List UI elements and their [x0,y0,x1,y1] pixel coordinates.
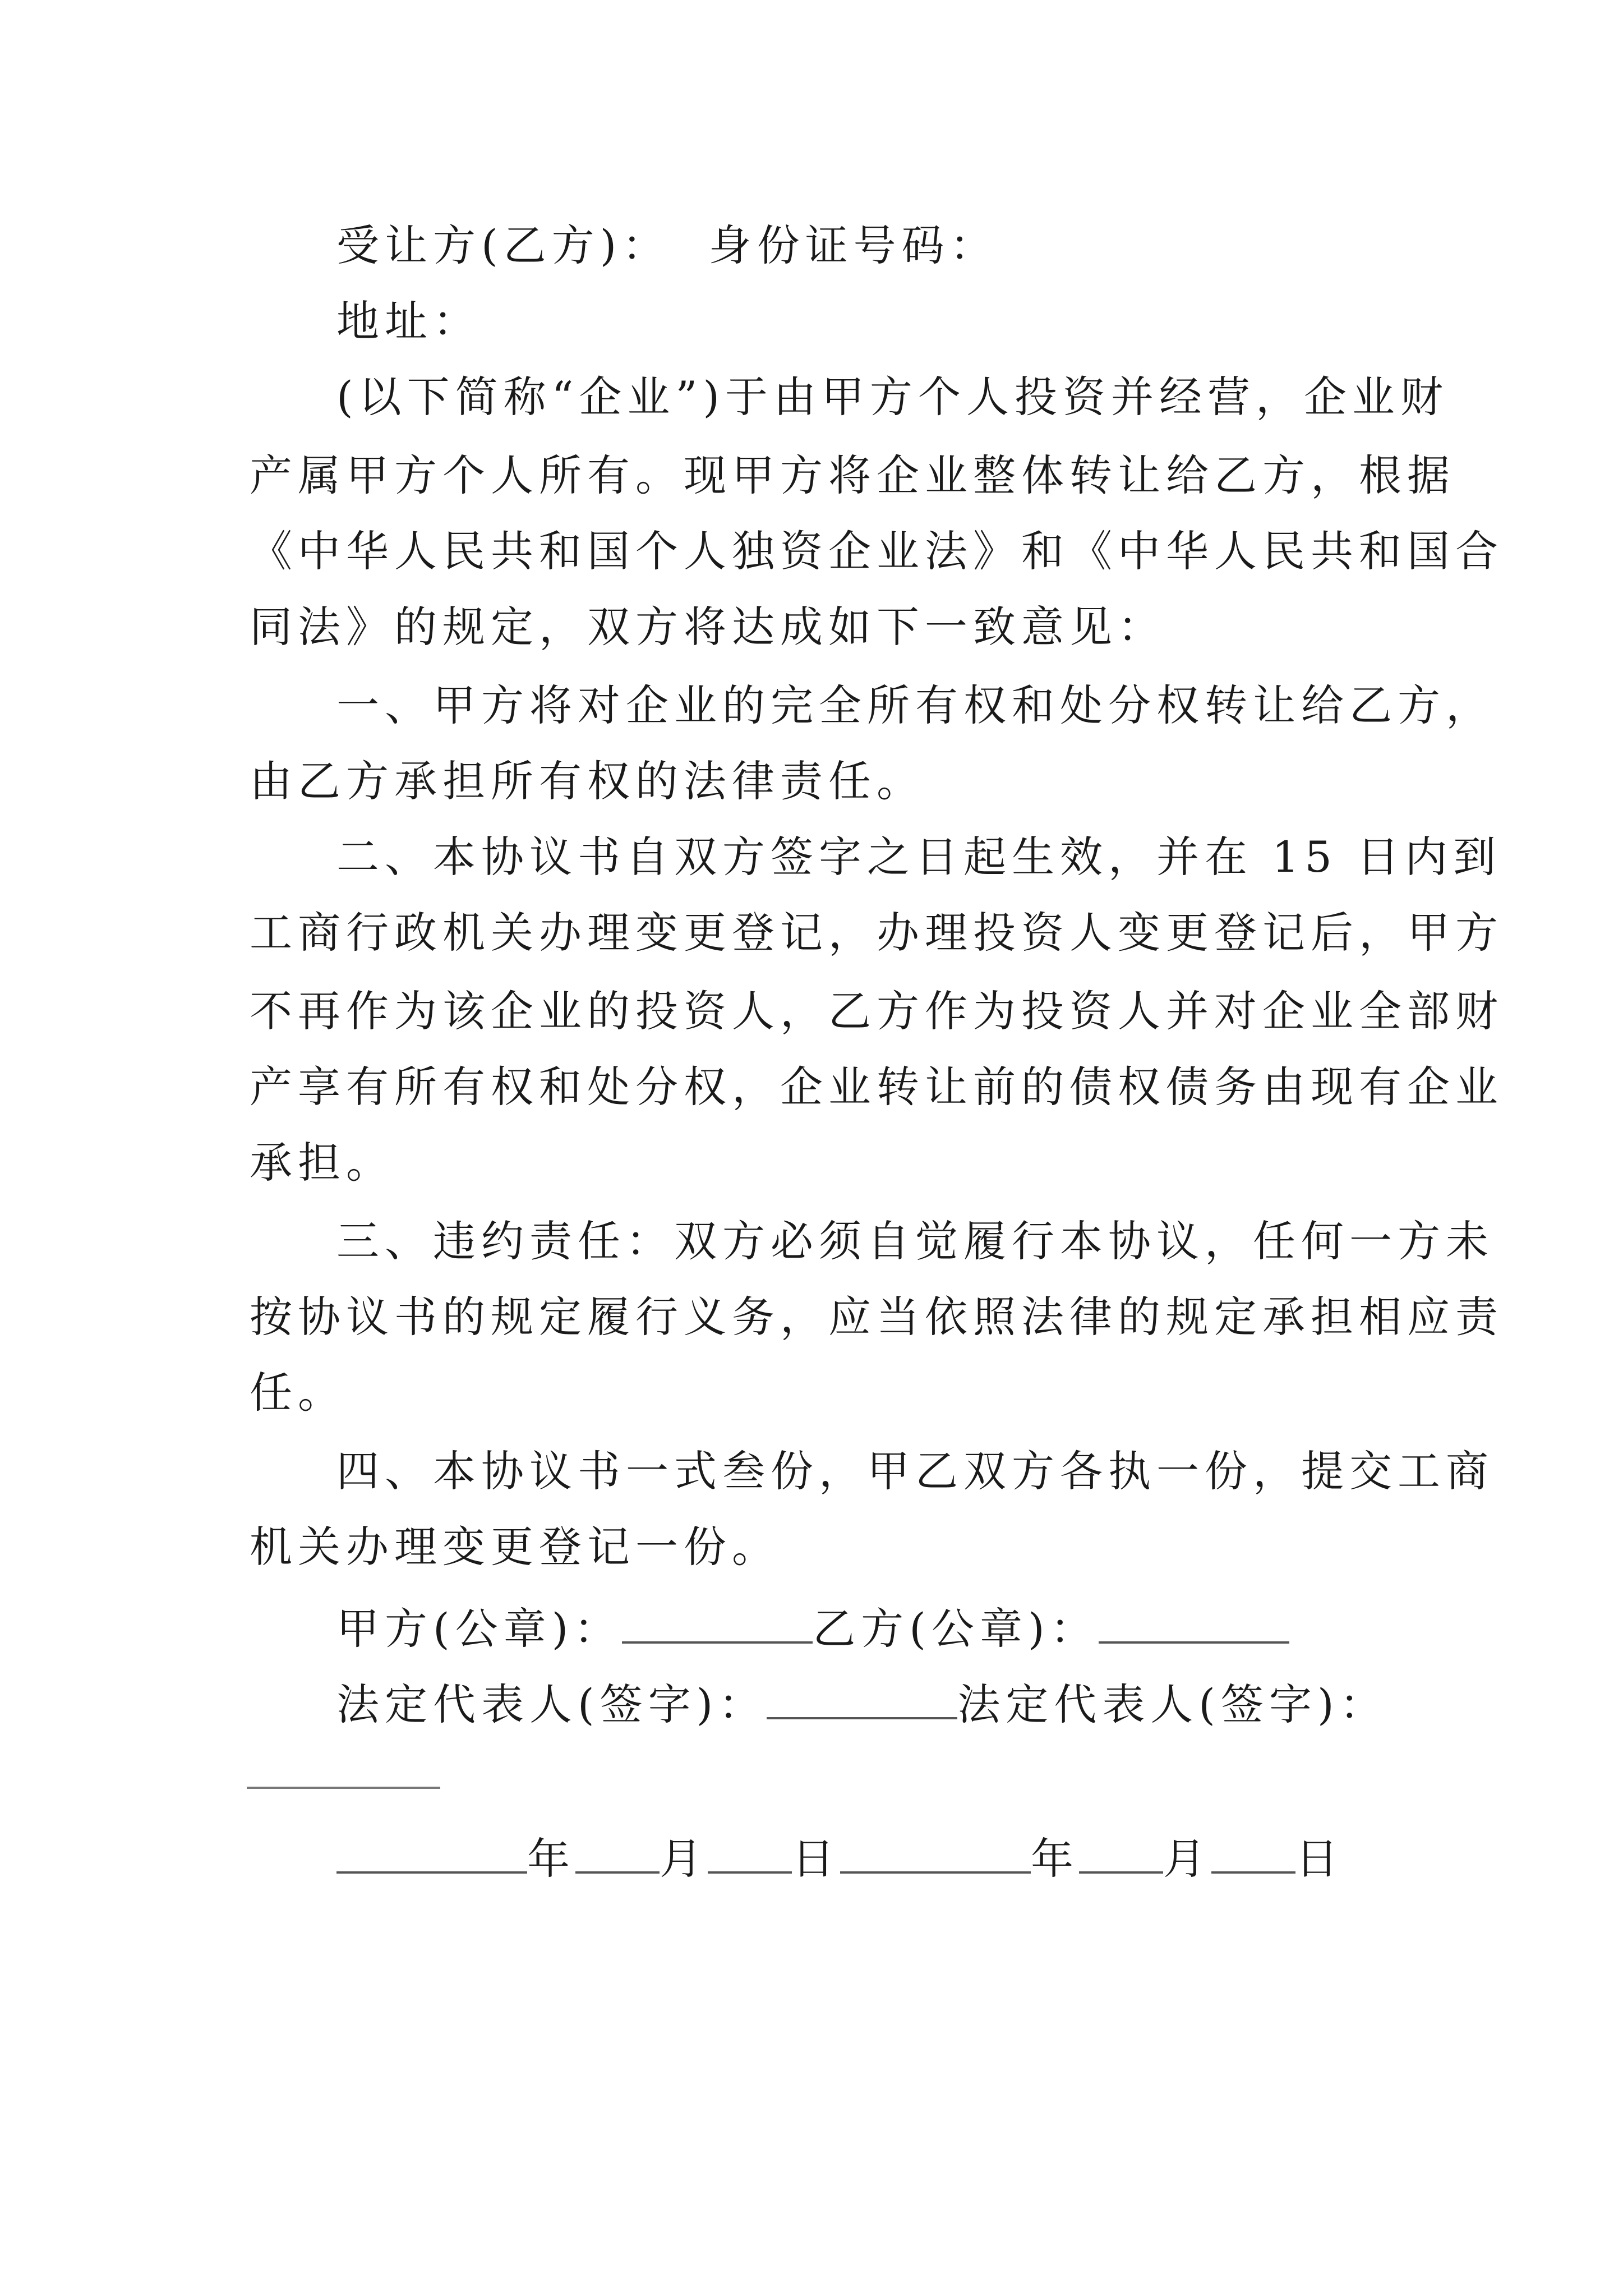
id-number-label: 身份证号码： [708,220,998,270]
clause-2-line-1: 二、本协议书自双方签字之日起生效，并在 15 日内到 [336,832,1502,882]
clause-4-line-1: 四、本协议书一式叁份，甲乙双方各执一份，提交工商 [336,1446,1494,1496]
address-label: 地址： [336,296,481,346]
date-a-year-blank[interactable] [336,1834,527,1874]
clause-3-line-2: 按协议书的规定履行义务，应当依照法律的规定承担相应责 [250,1292,1504,1342]
intro-line-3: 《中华人民共和国个人独资企业法》和《中华人民共和国合 [250,526,1504,576]
legal-rep-b-blank[interactable] [247,1787,440,1789]
date-a-month-blank[interactable] [575,1834,660,1874]
intro-line-4: 同法》的规定，双方将达成如下一致意见： [250,602,1166,652]
date-a-day-blank[interactable] [708,1834,792,1874]
date-b-day-label: 日 [1295,1834,1344,1884]
transferee-label: 受让方(乙方)： [336,220,671,270]
date-b-month-label: 月 [1163,1834,1211,1884]
clause-4-line-2: 机关办理变更登记一份。 [250,1522,780,1572]
party-a-seal-label: 甲方(公章)： [336,1604,623,1654]
date-b-month-blank[interactable] [1079,1834,1163,1874]
date-a-month-label: 月 [660,1834,708,1884]
legal-rep-b-label: 法定代表人(签字)： [957,1680,1388,1729]
date-b-day-blank[interactable] [1211,1834,1295,1874]
date-a-day-label: 日 [792,1834,840,1884]
transferee-line [336,220,998,270]
clause-1-line-2: 由乙方承担所有权的法律责任。 [250,756,925,806]
legal-rep-a-label: 法定代表人(签字)： [336,1680,767,1729]
clause-3-line-3: 任。 [250,1368,346,1418]
legal-rep-line [336,1680,1388,1729]
party-b-seal-blank[interactable] [1099,1604,1289,1644]
address-line [336,296,481,346]
clause-2-line-5: 承担。 [250,1138,394,1188]
clause-2-line-4: 产享有所有权和处分权，企业转让前的债权债务由现有企业 [250,1062,1504,1112]
date-line [336,1834,1344,1884]
clause-3-line-1: 三、违约责任：双方必须自觉履行本协议，任何一方未 [336,1216,1494,1266]
party-b-seal-label: 乙方(公章)： [813,1604,1099,1654]
date-b-year-label: 年 [1031,1834,1079,1884]
seal-line [336,1604,1289,1654]
intro-line-1: (以下简称“企业”)于由甲方个人投资并经营，企业财 [336,372,1449,422]
party-a-seal-blank[interactable] [622,1604,813,1644]
clause-2-line-3: 不再作为该企业的投资人，乙方作为投资人并对企业全部财 [250,986,1504,1036]
clause-2-line-2: 工商行政机关办理变更登记，办理投资人变更登记后，甲方 [250,908,1504,958]
intro-line-2: 产属甲方个人所有。现甲方将企业整体转让给乙方，根据 [250,450,1455,500]
date-b-year-blank[interactable] [840,1834,1031,1874]
legal-rep-a-blank[interactable] [767,1680,957,1719]
date-a-year-label: 年 [527,1834,575,1884]
clause-1-line-1: 一、甲方将对企业的完全所有权和处分权转让给乙方， [336,680,1494,730]
